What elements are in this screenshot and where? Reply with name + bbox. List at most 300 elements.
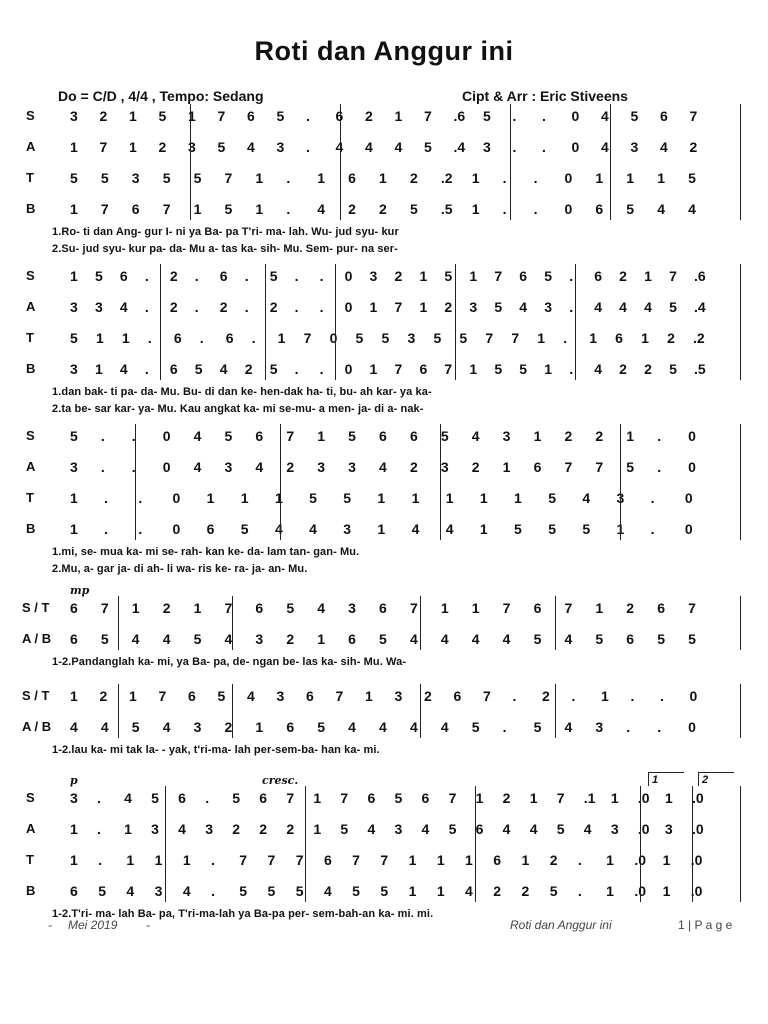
note: . — [205, 790, 210, 806]
note: 3 — [348, 600, 356, 616]
note: 6 — [306, 688, 314, 704]
bar-line — [420, 684, 421, 738]
note: .0 — [637, 821, 650, 837]
note: 7 — [286, 790, 295, 806]
note: 2 — [259, 821, 268, 837]
volta-2-line — [698, 772, 734, 773]
note: 2 — [269, 299, 278, 315]
note: . — [144, 268, 149, 284]
note: 2 — [286, 459, 295, 475]
note: 0 — [172, 521, 181, 537]
note: . — [244, 268, 249, 284]
note: 0 — [564, 170, 573, 186]
note: . — [104, 521, 109, 537]
note: 6 — [657, 600, 665, 616]
note: 4 — [409, 631, 418, 647]
note: 5 — [544, 268, 553, 284]
note: 3 — [483, 139, 491, 155]
note: 5 — [217, 139, 226, 155]
note: 2 — [521, 883, 530, 899]
note: 5 — [158, 108, 167, 124]
note: 5 — [232, 790, 241, 806]
note: . — [194, 268, 199, 284]
note: 1 — [419, 299, 428, 315]
bar-line — [118, 596, 119, 650]
note: 0 — [344, 268, 353, 284]
note: 5 — [483, 108, 491, 124]
note: 2 — [244, 361, 253, 377]
note: 4 — [193, 459, 202, 475]
note: . — [542, 108, 546, 124]
note: 7 — [483, 688, 491, 704]
note: 1 — [436, 852, 445, 868]
note: 4 — [247, 139, 255, 155]
note: 1 — [121, 330, 130, 346]
note: 4 — [131, 631, 140, 647]
note: 5 — [98, 883, 106, 899]
bar-line — [740, 424, 741, 540]
note: 4 — [379, 459, 387, 475]
note: . — [138, 490, 143, 506]
note: 1 — [317, 631, 326, 647]
note: 5 — [162, 170, 171, 186]
note: . — [571, 688, 576, 704]
note: 5 — [193, 631, 202, 647]
note: 3 — [348, 459, 356, 475]
footer-date: Mei 2019 — [68, 918, 118, 932]
note: 3 — [394, 688, 403, 704]
note: 5 — [548, 490, 556, 506]
note: 3 — [154, 883, 163, 899]
note: 5 — [494, 361, 503, 377]
note: 1 — [365, 688, 373, 704]
bar-line — [475, 786, 476, 902]
note: .5 — [694, 361, 706, 377]
note: 2 — [619, 268, 627, 284]
note: 7 — [409, 600, 418, 616]
lyric-line: 1-2.lau ka- mi tak la- - yak, t'ri-ma- lah per-sem-ba- han ka- mi. — [52, 744, 380, 756]
note: 5 — [471, 719, 480, 735]
voice-label: S — [26, 790, 35, 805]
note: 0 — [344, 361, 353, 377]
note: 2 — [444, 299, 453, 315]
note: 4 — [367, 821, 376, 837]
note: 1 — [411, 490, 420, 506]
note: 4 — [644, 299, 652, 315]
note: 4 — [519, 299, 528, 315]
note: 7 — [100, 600, 109, 616]
note: 1 — [255, 170, 264, 186]
note: 7 — [217, 108, 226, 124]
note: . — [144, 361, 149, 377]
note: 6 — [626, 631, 635, 647]
note: 5 — [239, 883, 248, 899]
note: 1 — [408, 883, 417, 899]
note: 6 — [335, 108, 344, 124]
note: 5 — [193, 170, 202, 186]
note: . — [144, 299, 149, 315]
note: . — [569, 299, 574, 315]
note: 1 — [94, 361, 103, 377]
note: 4 — [124, 790, 132, 806]
note: 5 — [409, 201, 418, 217]
note: . — [194, 299, 199, 315]
note: . — [657, 459, 662, 475]
voice-label: A — [26, 299, 36, 314]
note: 7 — [239, 852, 248, 868]
voice-label: S / T — [22, 688, 50, 703]
bar-line — [620, 424, 621, 540]
note: 7 — [688, 600, 696, 616]
note: 1 — [533, 428, 542, 444]
note: 5 — [295, 883, 304, 899]
note: . — [650, 490, 655, 506]
note: . — [542, 139, 546, 155]
note: 5 — [669, 299, 677, 315]
note: . — [533, 201, 538, 217]
note: 3 — [664, 821, 673, 837]
note: 6 — [348, 170, 356, 186]
note: 5 — [494, 299, 503, 315]
note: 2 — [286, 631, 295, 647]
note: 1 — [70, 852, 78, 868]
note: 1 — [313, 790, 322, 806]
note: 4 — [365, 139, 373, 155]
note: 4 — [219, 361, 228, 377]
note: 4 — [529, 821, 538, 837]
note: . — [569, 268, 574, 284]
lyric-line: 1.mi, se- mua ka- mi se- rah- kan ke- da- lam tan- gan- Mu. — [52, 546, 360, 558]
note: 4 — [582, 490, 591, 506]
note: 7 — [335, 688, 344, 704]
note: . — [286, 201, 291, 217]
note: 6 — [188, 688, 196, 704]
note: 4 — [224, 631, 233, 647]
note: . — [294, 361, 299, 377]
note: 1 — [193, 600, 202, 616]
bar-line — [420, 596, 421, 650]
note: 4 — [471, 631, 480, 647]
note: 1 — [544, 361, 553, 377]
note: 6 — [615, 330, 623, 346]
note: 1 — [514, 490, 522, 506]
note: 2 — [169, 299, 178, 315]
bar-line — [118, 684, 119, 738]
note: 3 — [70, 459, 78, 475]
note: 5 — [533, 719, 542, 735]
note: 7 — [267, 852, 276, 868]
note: 7 — [394, 361, 403, 377]
voice-label: A — [26, 821, 36, 836]
bar-line — [190, 104, 191, 220]
note: 3 — [616, 490, 625, 506]
note: 1 — [641, 330, 649, 346]
lyric-line: 2.ta be- sar kar- ya- Mu. Kau angkat ka- mi se-mu- a men- ja- di a- nak- — [52, 403, 424, 415]
note: 4 — [445, 521, 454, 537]
note: 7 — [485, 330, 494, 346]
bar-line — [265, 264, 266, 380]
note: 2 — [348, 201, 356, 217]
note: . — [577, 852, 582, 868]
note: 6 — [286, 719, 295, 735]
note: 5 — [224, 428, 233, 444]
note: 1 — [70, 821, 78, 837]
note: 4 — [619, 299, 627, 315]
note: 5 — [224, 201, 233, 217]
note: 4 — [583, 821, 592, 837]
note: 4 — [688, 201, 696, 217]
note: 3 — [317, 459, 326, 475]
note: 4 — [594, 361, 602, 377]
note: 2 — [564, 428, 573, 444]
note: 5 — [433, 330, 442, 346]
volta-1-bracket — [648, 772, 649, 786]
note: 5 — [440, 428, 449, 444]
note: 1 — [369, 299, 378, 315]
note: 5 — [444, 268, 453, 284]
note: 1 — [445, 490, 454, 506]
note: 7 — [669, 268, 677, 284]
voice-label: A — [26, 459, 36, 474]
bar-line — [640, 786, 641, 902]
note: . — [319, 299, 324, 315]
note: . — [533, 170, 538, 186]
note: 7 — [303, 330, 312, 346]
note: 4 — [601, 139, 609, 155]
note: .0 — [634, 852, 647, 868]
note: 6 — [367, 790, 376, 806]
note: . — [294, 268, 299, 284]
note: 3 — [131, 170, 140, 186]
note: 1 — [129, 108, 137, 124]
dynamic-marking: p — [70, 774, 78, 787]
note: 6 — [225, 330, 234, 346]
bar-line — [335, 264, 336, 380]
note: 3 — [610, 821, 619, 837]
bar-line — [440, 424, 441, 540]
voice-label: T — [26, 490, 34, 505]
note: 0 — [162, 459, 171, 475]
note: 1 — [408, 852, 417, 868]
note: 5 — [355, 330, 364, 346]
note: .2 — [693, 330, 705, 346]
note: 7 — [564, 600, 573, 616]
note: 7 — [99, 139, 108, 155]
note: .4 — [453, 139, 466, 155]
note: 6 — [173, 330, 182, 346]
note: 1 — [129, 139, 137, 155]
note: 1 — [479, 521, 488, 537]
note: .2 — [440, 170, 453, 186]
note: 5 — [657, 631, 665, 647]
note: . — [131, 428, 136, 444]
note: . — [512, 139, 517, 155]
note: .0 — [634, 883, 647, 899]
note: 1 — [606, 852, 614, 868]
note: 2 — [471, 459, 480, 475]
note: 1 — [188, 108, 196, 124]
note: 4 — [247, 688, 255, 704]
note: 3 — [595, 719, 604, 735]
lyric-line: 2.Mu, a- gar ja- di ah- li wa- ris ke- ra- ja- an- Mu. — [52, 563, 308, 575]
note: 0 — [684, 490, 693, 506]
note: 5 — [343, 490, 352, 506]
note: 3 — [469, 299, 478, 315]
volta-2-label: 2 — [702, 774, 709, 786]
note: 1 — [317, 170, 326, 186]
note: 1 — [521, 852, 530, 868]
note: 4 — [323, 883, 332, 899]
note: 7 — [380, 852, 389, 868]
note: 1 — [589, 330, 597, 346]
note: 4 — [564, 631, 573, 647]
note: 6 — [660, 108, 668, 124]
bar-line — [575, 264, 576, 380]
note: 2 — [689, 139, 698, 155]
note: 4 — [502, 821, 511, 837]
note: 7 — [556, 790, 565, 806]
note: 5 — [626, 459, 635, 475]
note: 4 — [309, 521, 317, 537]
note: 6 — [169, 361, 178, 377]
note: 5 — [424, 139, 432, 155]
note: . — [98, 852, 103, 868]
note: 3 — [224, 459, 233, 475]
note: 5 — [131, 719, 140, 735]
note: 1 — [626, 170, 635, 186]
note: 1 — [129, 688, 137, 704]
note: . — [319, 268, 324, 284]
note: . — [131, 459, 136, 475]
note: 1 — [471, 600, 480, 616]
note: 3 — [205, 821, 213, 837]
bar-line — [610, 104, 611, 220]
note: 1 — [377, 490, 386, 506]
note: 1 — [70, 201, 78, 217]
note: 7 — [295, 852, 304, 868]
note: 2 — [169, 268, 178, 284]
note: 4 — [126, 883, 135, 899]
note: 3 — [255, 631, 264, 647]
note: 5 — [595, 631, 604, 647]
note: 5 — [549, 883, 558, 899]
note: 6 — [379, 600, 387, 616]
note: 5 — [380, 883, 389, 899]
note: 1 — [126, 852, 135, 868]
key-signature: Do = C/D , 4/4 , Tempo: Sedang — [58, 88, 264, 104]
note: 7 — [564, 459, 573, 475]
note: 4 — [421, 821, 430, 837]
note: 1 — [606, 883, 614, 899]
note: 7 — [158, 688, 167, 704]
note: 4 — [348, 719, 356, 735]
note: 1 — [644, 268, 652, 284]
note: 2 — [644, 361, 652, 377]
note: 5 — [286, 600, 295, 616]
bar-line — [305, 786, 306, 902]
lyric-line: 1-2.Pandanglah ka- mi, ya Ba- pa, de- ngan be- las ka- sih- Mu. Wa- — [52, 656, 407, 668]
note: . — [211, 883, 215, 899]
note: 6 — [493, 852, 502, 868]
note: . — [650, 521, 655, 537]
crescendo-marking: cresc. — [262, 774, 299, 787]
lyric-line: 1-2.T'ri- ma- lah Ba- pa, T'ri-ma-lah ya Ba-pa per- sem-bah-an ka- mi. mi. — [52, 908, 434, 920]
note: 5 — [317, 719, 326, 735]
note: 2 — [502, 790, 511, 806]
note: 4 — [162, 719, 171, 735]
note: 1 — [95, 330, 104, 346]
note: 1 — [274, 490, 283, 506]
note: . — [104, 490, 109, 506]
voice-label: B — [26, 883, 36, 898]
lyric-line: 1.Ro- ti dan Ang- gur I- ni ya Ba- pa T'ri- ma- lah. Wu- jud syu- kur — [52, 226, 399, 238]
note: 5 — [276, 108, 285, 124]
note: 7 — [494, 268, 503, 284]
note: 1 — [657, 170, 665, 186]
note: 0 — [688, 459, 696, 475]
note: 1 — [537, 330, 546, 346]
note: 2 — [99, 688, 108, 704]
voice-label: S — [26, 108, 35, 123]
note: 6 — [259, 790, 268, 806]
note: 4 — [255, 459, 264, 475]
note: 0 — [172, 490, 181, 506]
note: 1 — [610, 790, 619, 806]
note: . — [251, 330, 256, 346]
note: 1 — [502, 459, 511, 475]
note: 3 — [276, 688, 285, 704]
note: 6 — [594, 268, 602, 284]
note: 4 — [409, 719, 418, 735]
note: 7 — [502, 600, 511, 616]
note: 5 — [269, 361, 278, 377]
note: 7 — [100, 201, 109, 217]
note: 6 — [131, 201, 140, 217]
note: 6 — [453, 688, 462, 704]
note: 4 — [274, 521, 283, 537]
note: . — [97, 790, 101, 806]
note: 1 — [70, 688, 78, 704]
lyric-line: 2.Su- jud syu- kur pa- da- Mu a- tas ka- sih- Mu. Sem- pur- na ser- — [52, 243, 398, 255]
note: 7 — [689, 108, 698, 124]
note: 2 — [232, 821, 241, 837]
note: 5 — [70, 330, 78, 346]
song-title: Roti dan Anggur ini — [254, 36, 514, 66]
note: 4 — [657, 201, 665, 217]
note: .0 — [691, 821, 704, 837]
note: 7 — [224, 600, 233, 616]
note: 5 — [94, 268, 103, 284]
note: 7 — [595, 459, 604, 475]
note: 4 — [411, 521, 420, 537]
bar-line — [740, 104, 741, 220]
note: 6 — [533, 600, 542, 616]
note: 1 — [469, 361, 478, 377]
note: 1 — [529, 790, 538, 806]
bar-line — [740, 684, 741, 738]
note: . — [306, 108, 310, 124]
note: 5 — [381, 330, 390, 346]
note: 6 — [178, 790, 186, 806]
note: . — [577, 883, 582, 899]
note: 4 — [471, 428, 480, 444]
note: 3 — [630, 139, 639, 155]
footer-running-title: Roti dan Anggur ini — [510, 918, 612, 932]
volta-1-label: 1 — [652, 774, 659, 786]
voice-label: B — [26, 361, 36, 376]
bar-line — [455, 264, 456, 380]
note: 2 — [595, 428, 604, 444]
